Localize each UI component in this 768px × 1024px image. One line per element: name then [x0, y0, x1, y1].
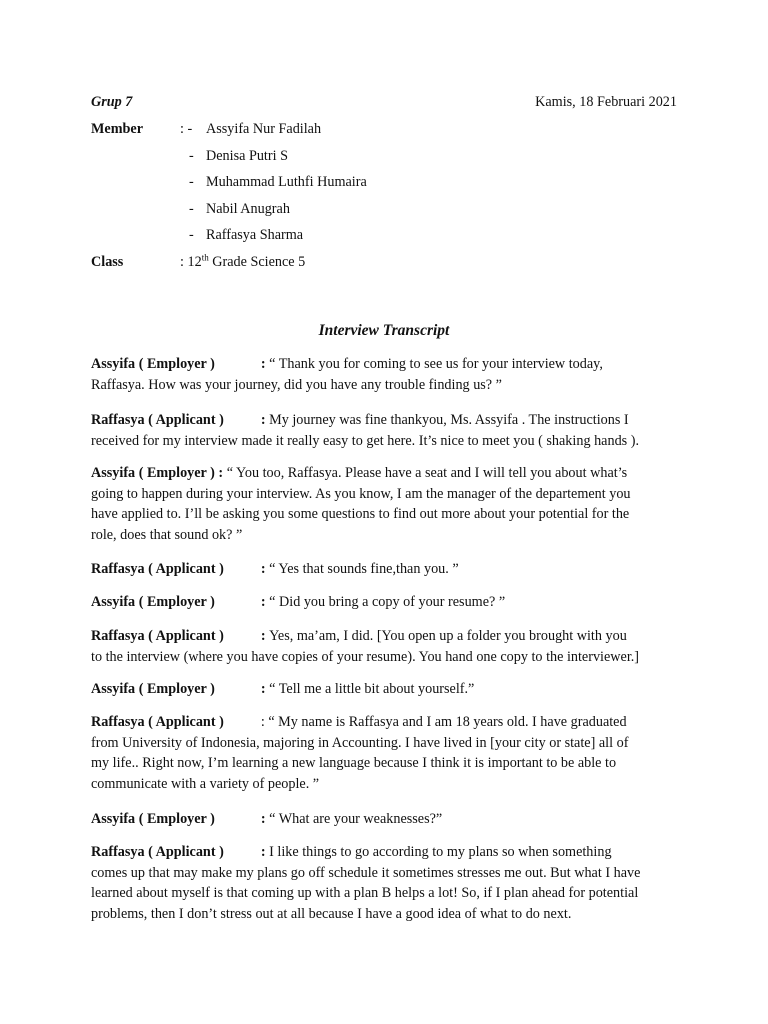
transcript-entry: Raffasya ( Applicant ) : Yes, ma’am, I did. [You open up a folder you brought with you to the interview (where you have copies of your resume). You hand one copy to the interviewer.]	[91, 626, 677, 667]
member-name: Nabil Anugrah	[206, 201, 290, 217]
dialogue-line: communicate with a variety of people. ”	[91, 775, 320, 792]
date-label: Kamis, 18 Februari 2021	[535, 94, 677, 110]
dialogue-line: I like things to go according to my plans so when something	[269, 844, 612, 860]
speaker-label: Assyifa ( Employer )	[91, 681, 215, 697]
member-label: Member	[91, 121, 143, 137]
transcript-entry	[91, 463, 677, 545]
dialogue-line: have applied to. I’ll be asking you some questions to find out more about your potential for the	[91, 506, 630, 522]
dialogue-line: Raffasya. How was your journey, did you have any trouble finding us? ”	[91, 376, 502, 393]
speaker-label: Raffasya ( Applicant )	[91, 561, 224, 577]
transcript-entry: Assyifa ( Employer ) : “ Thank you for coming to see us for your interview today, Raffasya. How was your journey, did you have any trouble finding us? ”	[91, 354, 677, 395]
dialogue-line: from University of Indonesia, majoring in Accounting. I have lived in [your city or state] all of	[91, 734, 629, 751]
dialogue-line: My journey was fine thankyou, Ms. Assyifa . The instructions I	[269, 412, 629, 428]
transcript-entry: Raffasya ( Applicant ) : My journey was fine thankyou, Ms. Assyifa . The instructions I received for my interview made it really easy to get here. It’s nice to meet you ( shaking hands ).	[91, 410, 677, 451]
dialogue-line: going to happen during your interview. As you know, I am the manager of the departement you	[91, 485, 631, 502]
speaker-label: Raffasya ( Applicant )	[91, 412, 224, 428]
speaker-label: Assyifa ( Employer )	[91, 594, 215, 610]
speaker-label: Raffasya ( Applicant )	[91, 714, 224, 730]
dialogue-line: “ What are your weaknesses?”	[269, 811, 443, 827]
transcript-entry: Raffasya ( Applicant ) : I like things to go according to my plans so when something comes up that may make my plans go off schedule it sometimes stresses me out. But what I have learned about myself is that coming up with a plan B helps a lot! So, if I plan ahead for potential problems, then I don’t stress out at all because I have a good idea of what to do next.	[91, 842, 677, 924]
dialogue-line: received for my interview made it really easy to get here. It’s nice to meet you ( shaking hands ).	[91, 432, 639, 449]
transcript-entry: Raffasya ( Applicant ) : “ My name is Raffasya and I am 18 years old. I have graduated from University of Indonesia, majoring in Accounting. I have lived in [your city or state] all of my life.. Right now, I’m learning a new language because I think it is important to be able to communicate with a variety of people. ”	[91, 712, 677, 794]
transcript-entry: Assyifa ( Employer ) : “ What are your weaknesses?”	[91, 811, 443, 827]
member-name: Assyifa Nur Fadilah	[206, 121, 322, 137]
member-name: Denisa Putri S	[206, 148, 288, 164]
dialogue-line: “ Tell me a little bit about yourself.”	[269, 681, 475, 697]
dialogue-line: “ My name is Raffasya and I am 18 years old. I have graduated	[268, 714, 627, 730]
transcript-entry: Assyifa ( Employer ) : “ Did you bring a copy of your resume? ”	[91, 594, 506, 610]
speaker-label: Assyifa ( Employer )	[91, 811, 215, 827]
member-dash: -	[189, 148, 194, 164]
member-dash: -	[189, 227, 194, 243]
dialogue-line: “ You too, Raffasya. Please have a seat and I will tell you about what’s	[226, 465, 628, 481]
document-title: Interview Transcript	[318, 322, 450, 339]
speaker-label: Raffasya ( Applicant )	[91, 844, 224, 860]
group-label: Grup 7	[91, 94, 133, 110]
dialogue-line: to the interview (where you have copies of your resume). You hand one copy to the interviewer.]	[91, 648, 640, 665]
transcript-entry: Raffasya ( Applicant ) : “ Yes that sounds fine,than you. ”	[91, 561, 459, 577]
dialogue-line: role, does that sound ok? ”	[91, 526, 243, 543]
dialogue-line: “ Thank you for coming to see us for your interview today,	[269, 356, 603, 372]
dialogue-line: my life.. Right now, I’m learning a new language because I think it is important to be able to	[91, 755, 617, 771]
dialogue-line: “ Yes that sounds fine,than you. ”	[269, 561, 459, 577]
dialogue-line: learned about myself is that coming up with a plan B helps a lot! So, if I plan ahead for potential	[91, 885, 639, 901]
member-name: Raffasya Sharma	[206, 227, 304, 243]
dialogue-line: “ Did you bring a copy of your resume? ”	[269, 594, 506, 610]
speaker-label: Assyifa ( Employer )	[91, 356, 215, 372]
transcript-entry: Assyifa ( Employer ) : “ Tell me a little bit about yourself.”	[91, 681, 475, 697]
member-dash: -	[189, 174, 194, 190]
member-dash: -	[189, 201, 194, 217]
speaker-label: Assyifa ( Employer ) :	[91, 465, 224, 481]
class-value: : 12th Grade Science 5	[180, 252, 306, 270]
dialogue-line: comes up that may make my plans go off schedule it sometimes stresses me out. But what I have	[91, 864, 641, 881]
speaker-label: Raffasya ( Applicant )	[91, 628, 224, 644]
member-colon-dash: : -	[180, 121, 193, 137]
dialogue-line: Yes, ma’am, I did. [You open up a folder you brought with you	[269, 628, 627, 644]
member-name: Muhammad Luthfi Humaira	[206, 174, 367, 190]
dialogue-line: problems, then I don’t stress out at all because I have a good idea of what to do next.	[91, 905, 572, 922]
class-label: Class	[91, 254, 124, 270]
